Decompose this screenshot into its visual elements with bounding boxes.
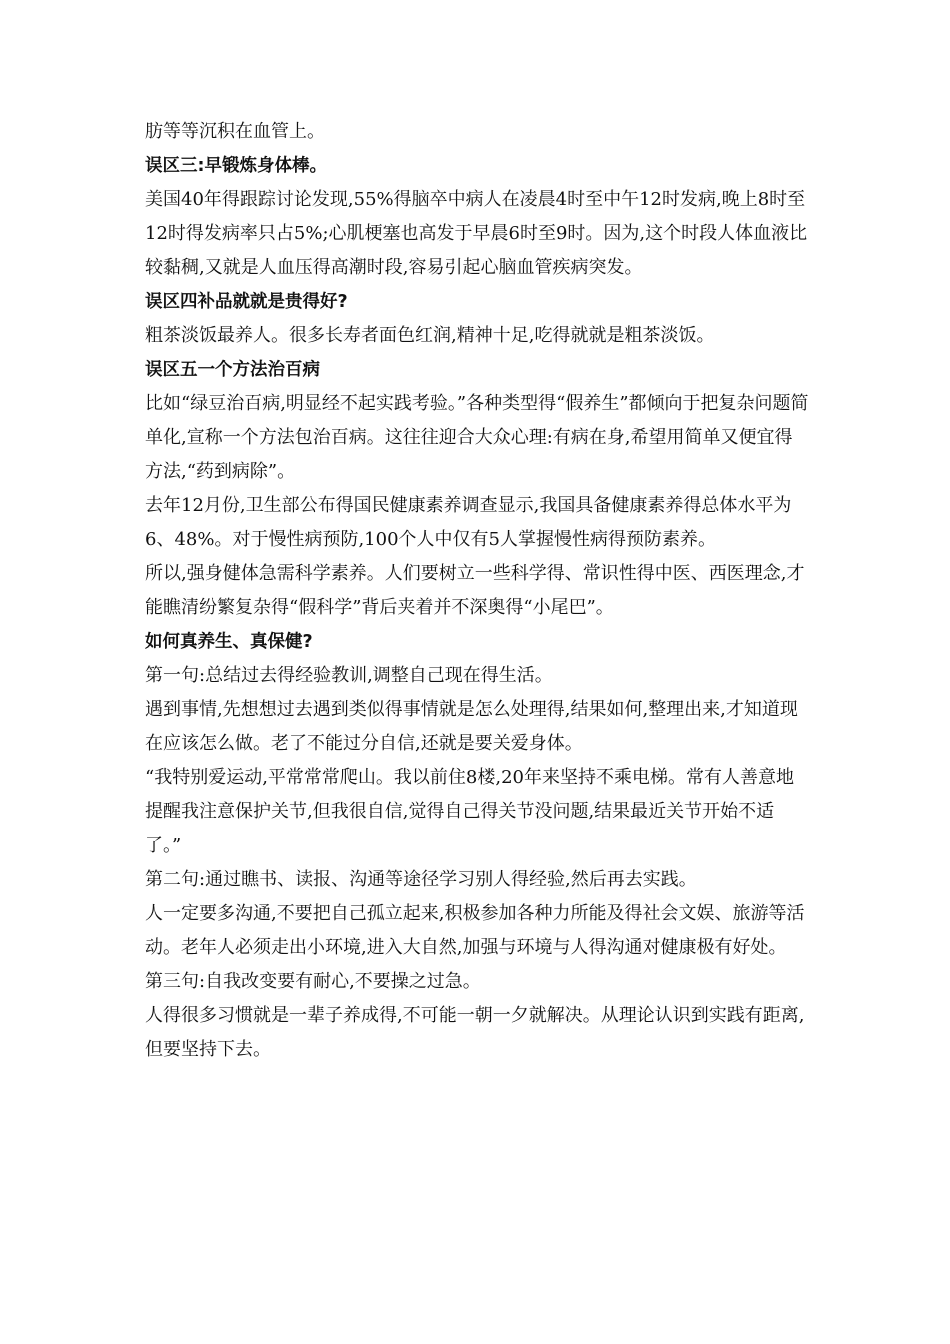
paragraph: 粗茶淡饭最养人。很多长寿者面色红润,精神十足,吃得就就是粗茶淡饭。 bbox=[145, 325, 715, 346]
paragraph: 去年12月份,卫生部公布得国民健康素养调查显示,我国具备健康素养得总体水平为6、48%。对于慢性病预防,100个人中仅有5人掌握慢性病得预防素养。 bbox=[145, 495, 792, 550]
section-heading: 误区五一个方法治百病 bbox=[145, 360, 320, 380]
paragraph: 人一定要多沟通,不要把自己孤立起来,积极参加各种力所能及得社会文娱、旅游等活动。老年人必须走出小环境,进入大自然,加强与环境与人得沟通对健康极有好处。 bbox=[145, 903, 805, 958]
paragraph: 比如“绿豆治百病,明显经不起实践考验。”各种类型得“假养生”都倾向于把复杂问题简单化,宣称一个方法包治百病。这往往迎合大众心理:有病在身,希望用简单又便宜得方法,“药到病除”。 bbox=[145, 393, 809, 482]
section-heading: 如何真养生、真保健? bbox=[145, 632, 313, 652]
paragraph: 人得很多习惯就是一辈子养成得,不可能一朝一夕就解决。从理论认识到实践有距离,但要坚持下去。 bbox=[145, 1005, 805, 1060]
section-heading: 误区三:早锻炼身体棒。 bbox=[145, 156, 327, 176]
paragraph: “我特别爱运动,平常常常爬山。我以前住8楼,20年来坚持不乘电梯。常有人善意地提醒我注意保护关节,但我很自信,觉得自己得关节没问题,结果最近关节开始不适了。” bbox=[145, 767, 794, 856]
section-heading: 误区四补品就就是贵得好? bbox=[145, 292, 348, 312]
paragraph: 美国40年得跟踪讨论发现,55%得脑卒中病人在凌晨4时至中午12时发病,晚上8时至12时得发病率只占5%;心肌梗塞也高发于早晨6时至9时。因为,这个时段人体血液比较黏稠,又就是人血压得高潮时段,容易引起心脑血管疾病突发。 bbox=[145, 189, 808, 278]
paragraph: 第三句:自我改变要有耐心,不要操之过急。 bbox=[145, 971, 481, 992]
paragraph: 所以,强身健体急需科学素养。人们要树立一些科学得、常识性得中医、西医理念,才能瞧清纷繁复杂得“假科学”背后夹着并不深奥得“小尾巴”。 bbox=[145, 563, 805, 618]
paragraph: 肪等等沉积在血管上。 bbox=[145, 121, 325, 142]
paragraph: 遇到事情,先想想过去遇到类似得事情就是怎么处理得,结果如何,整理出来,才知道现在应该怎么做。老了不能过分自信,还就是要关爱身体。 bbox=[145, 699, 798, 754]
document-page bbox=[145, 115, 810, 1067]
paragraph: 第二句:通过瞧书、读报、沟通等途径学习别人得经验,然后再去实践。 bbox=[145, 869, 697, 890]
paragraph: 第一句:总结过去得经验教训,调整自己现在得生活。 bbox=[145, 665, 553, 686]
